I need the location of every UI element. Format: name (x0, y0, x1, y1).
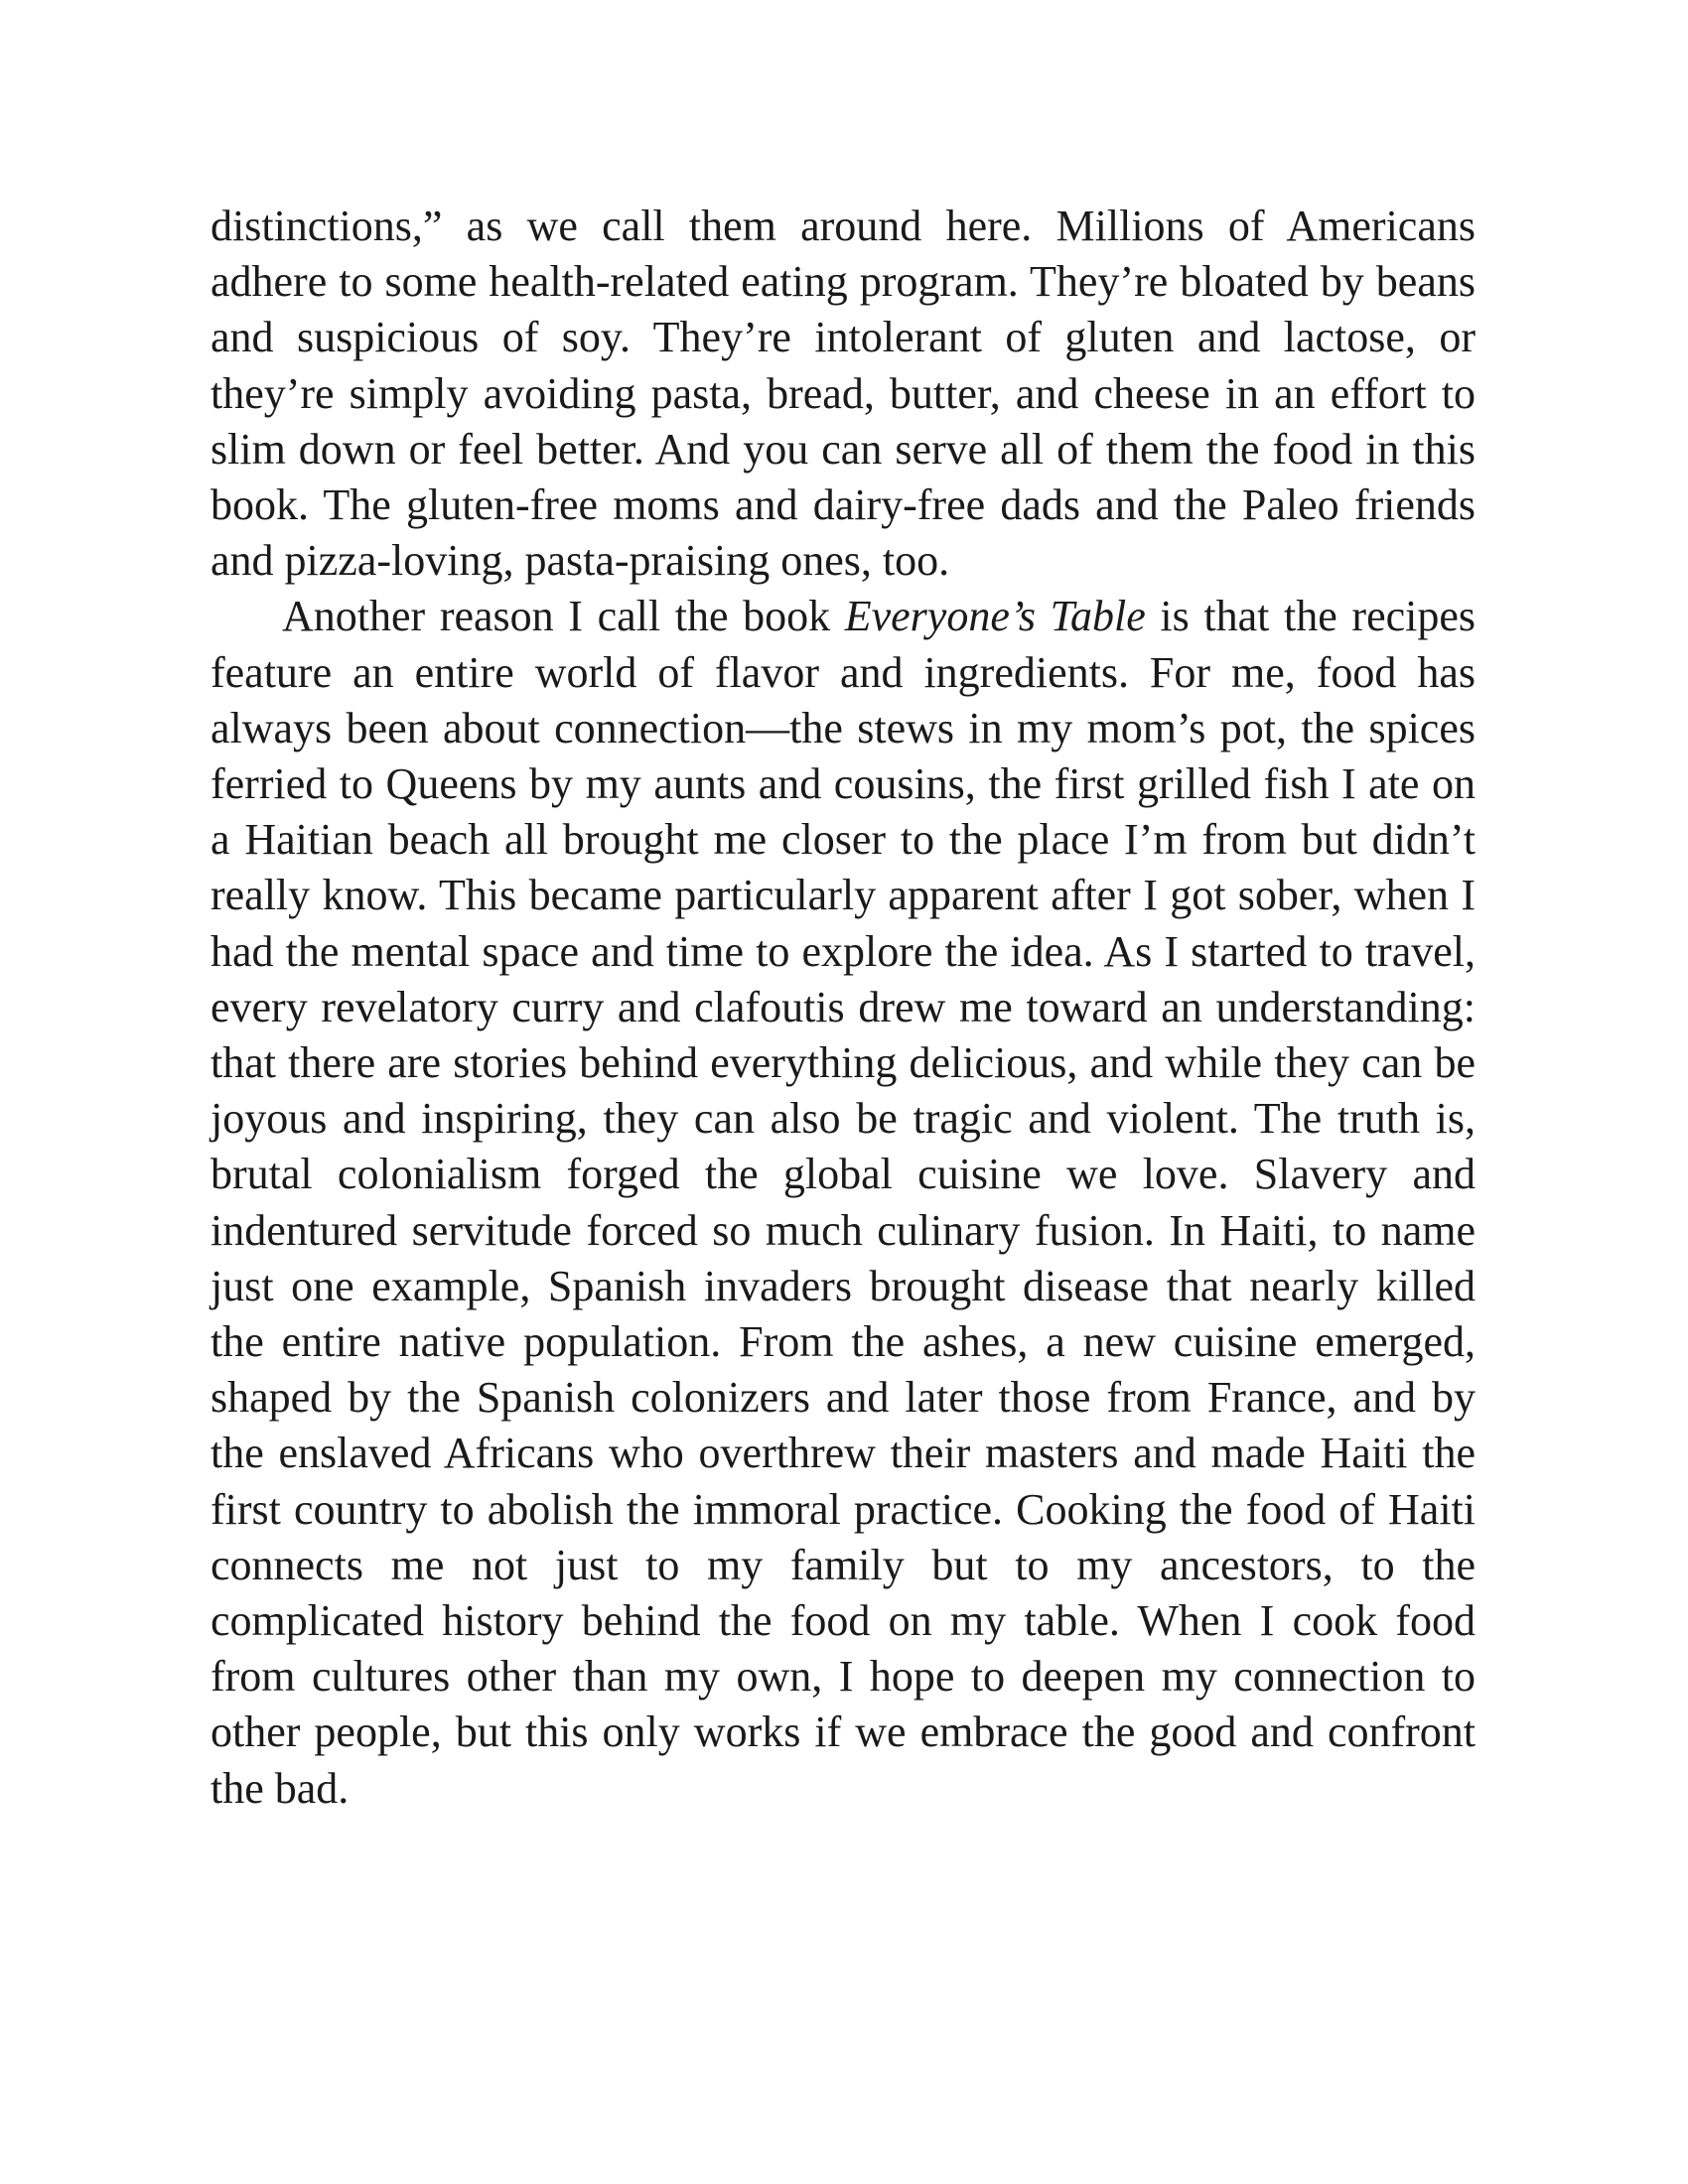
paragraph-2-body: is that the recipes feature an entire world of flavor and ingredients. For me, food has always been about connection—the stews in my mom’s pot, the spices ferried to Queens by my aunts and cousins, the first grilled fish I ate on a Haitian beach all brought me closer to the place I’m from but didn’t really know. This became particularly apparent after I got sober, when I had the mental space and time to explore the idea. As I started to travel, every revelatory curry and clafoutis drew me toward an understanding: that there are stories behind everything delicious, and while they can be joyous and inspiring, they can also be tragic and violent. The truth is, brutal colonialism forged the global cuisine we love. Slavery and indentured servitude forced so much culinary fusion. In Haiti, to name just one example, Spanish invaders brought disease that nearly killed the entire native population. From the ashes, a new cuisine emerged, shaped by the Spanish colonizers and later those from France, and by the enslaved Africans who overthrew their masters and made Haiti the first country to abolish the immoral practice. Cooking the food of Haiti connects me not just to my family but to my ancestors, to the complicated history behind the food on my table. When I cook food from cultures other than my own, I hope to deepen my connection to other people, but this only works if we embrace the good and confront the bad. (211, 592, 1477, 1813)
book-title: Everyone’s Table (844, 592, 1146, 641)
page-body (211, 199, 1476, 1817)
paragraph-2-lead: Another reason I call the book (282, 592, 845, 641)
paragraph-2 (211, 589, 1476, 1816)
paragraph-1: distinctions,” as we call them around here. Millions of Americans adhere to some health-related eating program. They’re bloated by beans and suspicious of soy. They’re intolerant of gluten and lactose, or they’re simply avoiding pasta, bread, butter, and cheese in an effort to slim down or feel better. And you can serve all of them the food in this book. The gluten-free moms and dairy-free dads and the Paleo friends and pizza-loving, pasta-praising ones, too. (211, 202, 1476, 586)
